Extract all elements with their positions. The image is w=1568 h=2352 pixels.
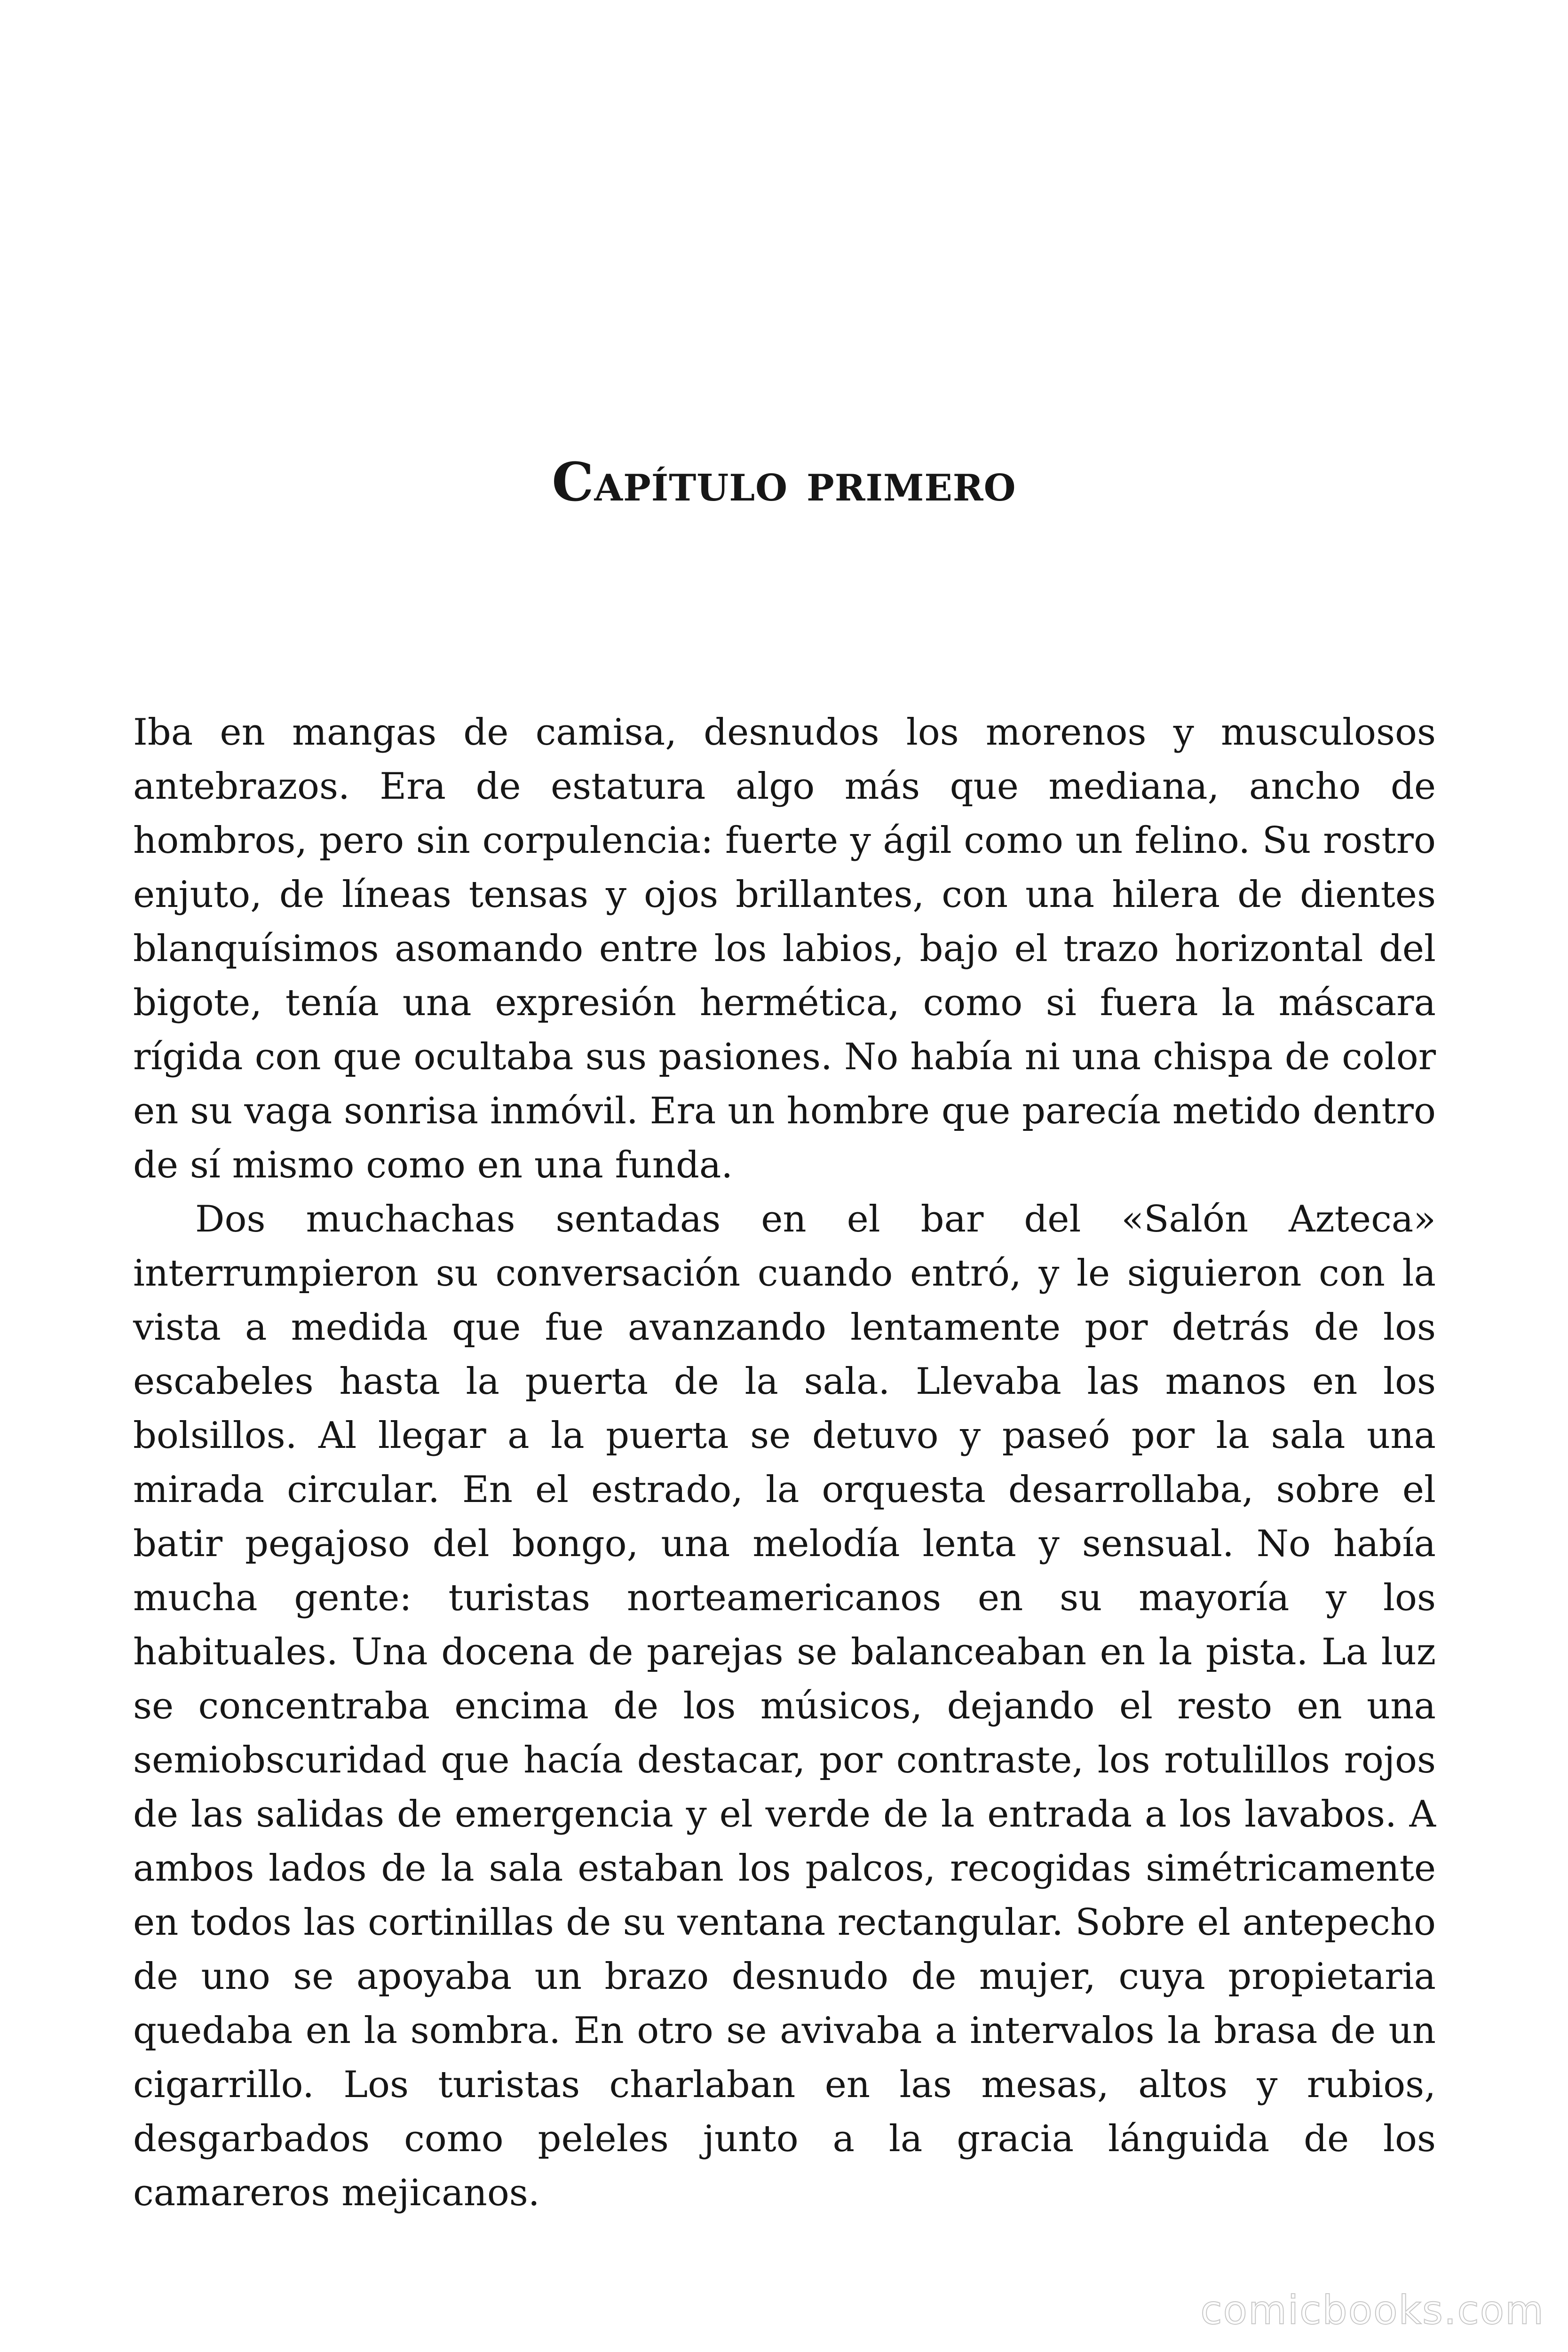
watermark: comicbooks.com <box>1200 2287 1544 2333</box>
chapter-body <box>133 706 1436 2220</box>
chapter-title: Capítulo primero <box>552 452 1016 513</box>
paragraph: Dos muchachas sentadas en el bar del «Salón Azteca» interrumpieron su conversación cuando entró, y le siguieron con la vista a medida que fue avanzando lentamente por detrás de los escabeles hasta la puerta de la sala. Llevaba las manos en los bolsillos. Al llegar a la puerta se detuvo y paseó por la sala una mirada circular. En el estrado, la orquesta desarrollaba, sobre el batir pegajoso del bongo, una melodía lenta y sensual. No había mucha gente: turistas norteamericanos en su mayoría y los habituales. Una docena de parejas se balanceaban en la pista. La luz se concentraba encima de los músicos, dejando el resto en una semiobscuridad que hacía destacar, por contraste, los rotulillos rojos de las salidas de emergencia y el verde de la entrada a los lavabos. A ambos lados de la sala estaban los palcos, recogidas simétricamente en todos las cortinillas de su ventana rectangular. Sobre el antepecho de uno se apoyaba un brazo desnudo de mujer, cuya propietaria quedaba en la sombra. En otro se avivaba a intervalos la brasa de un cigarrillo. Los turistas charlaban en las mesas, altos y rubios, desgarbados como peleles junto a la gracia lánguida de los camareros mejicanos. <box>133 1198 1436 2214</box>
paragraph: Iba en mangas de camisa, desnudos los morenos y musculosos antebrazos. Era de estatura algo más que mediana, ancho de hombros, pero sin corpulencia: fuerte y ágil como un felino. Su rostro enjuto, de líneas tensas y ojos brillantes, con una hilera de dientes blanquísimos asomando entre los labios, bajo el trazo horizontal del bigote, tenía una expresión hermética, como si fuera la máscara rígida con que ocultaba sus pasiones. No había ni una chispa de color en su vaga sonrisa inmóvil. Era un hombre que parecía metido dentro de sí mismo como en una funda. <box>133 711 1436 1186</box>
